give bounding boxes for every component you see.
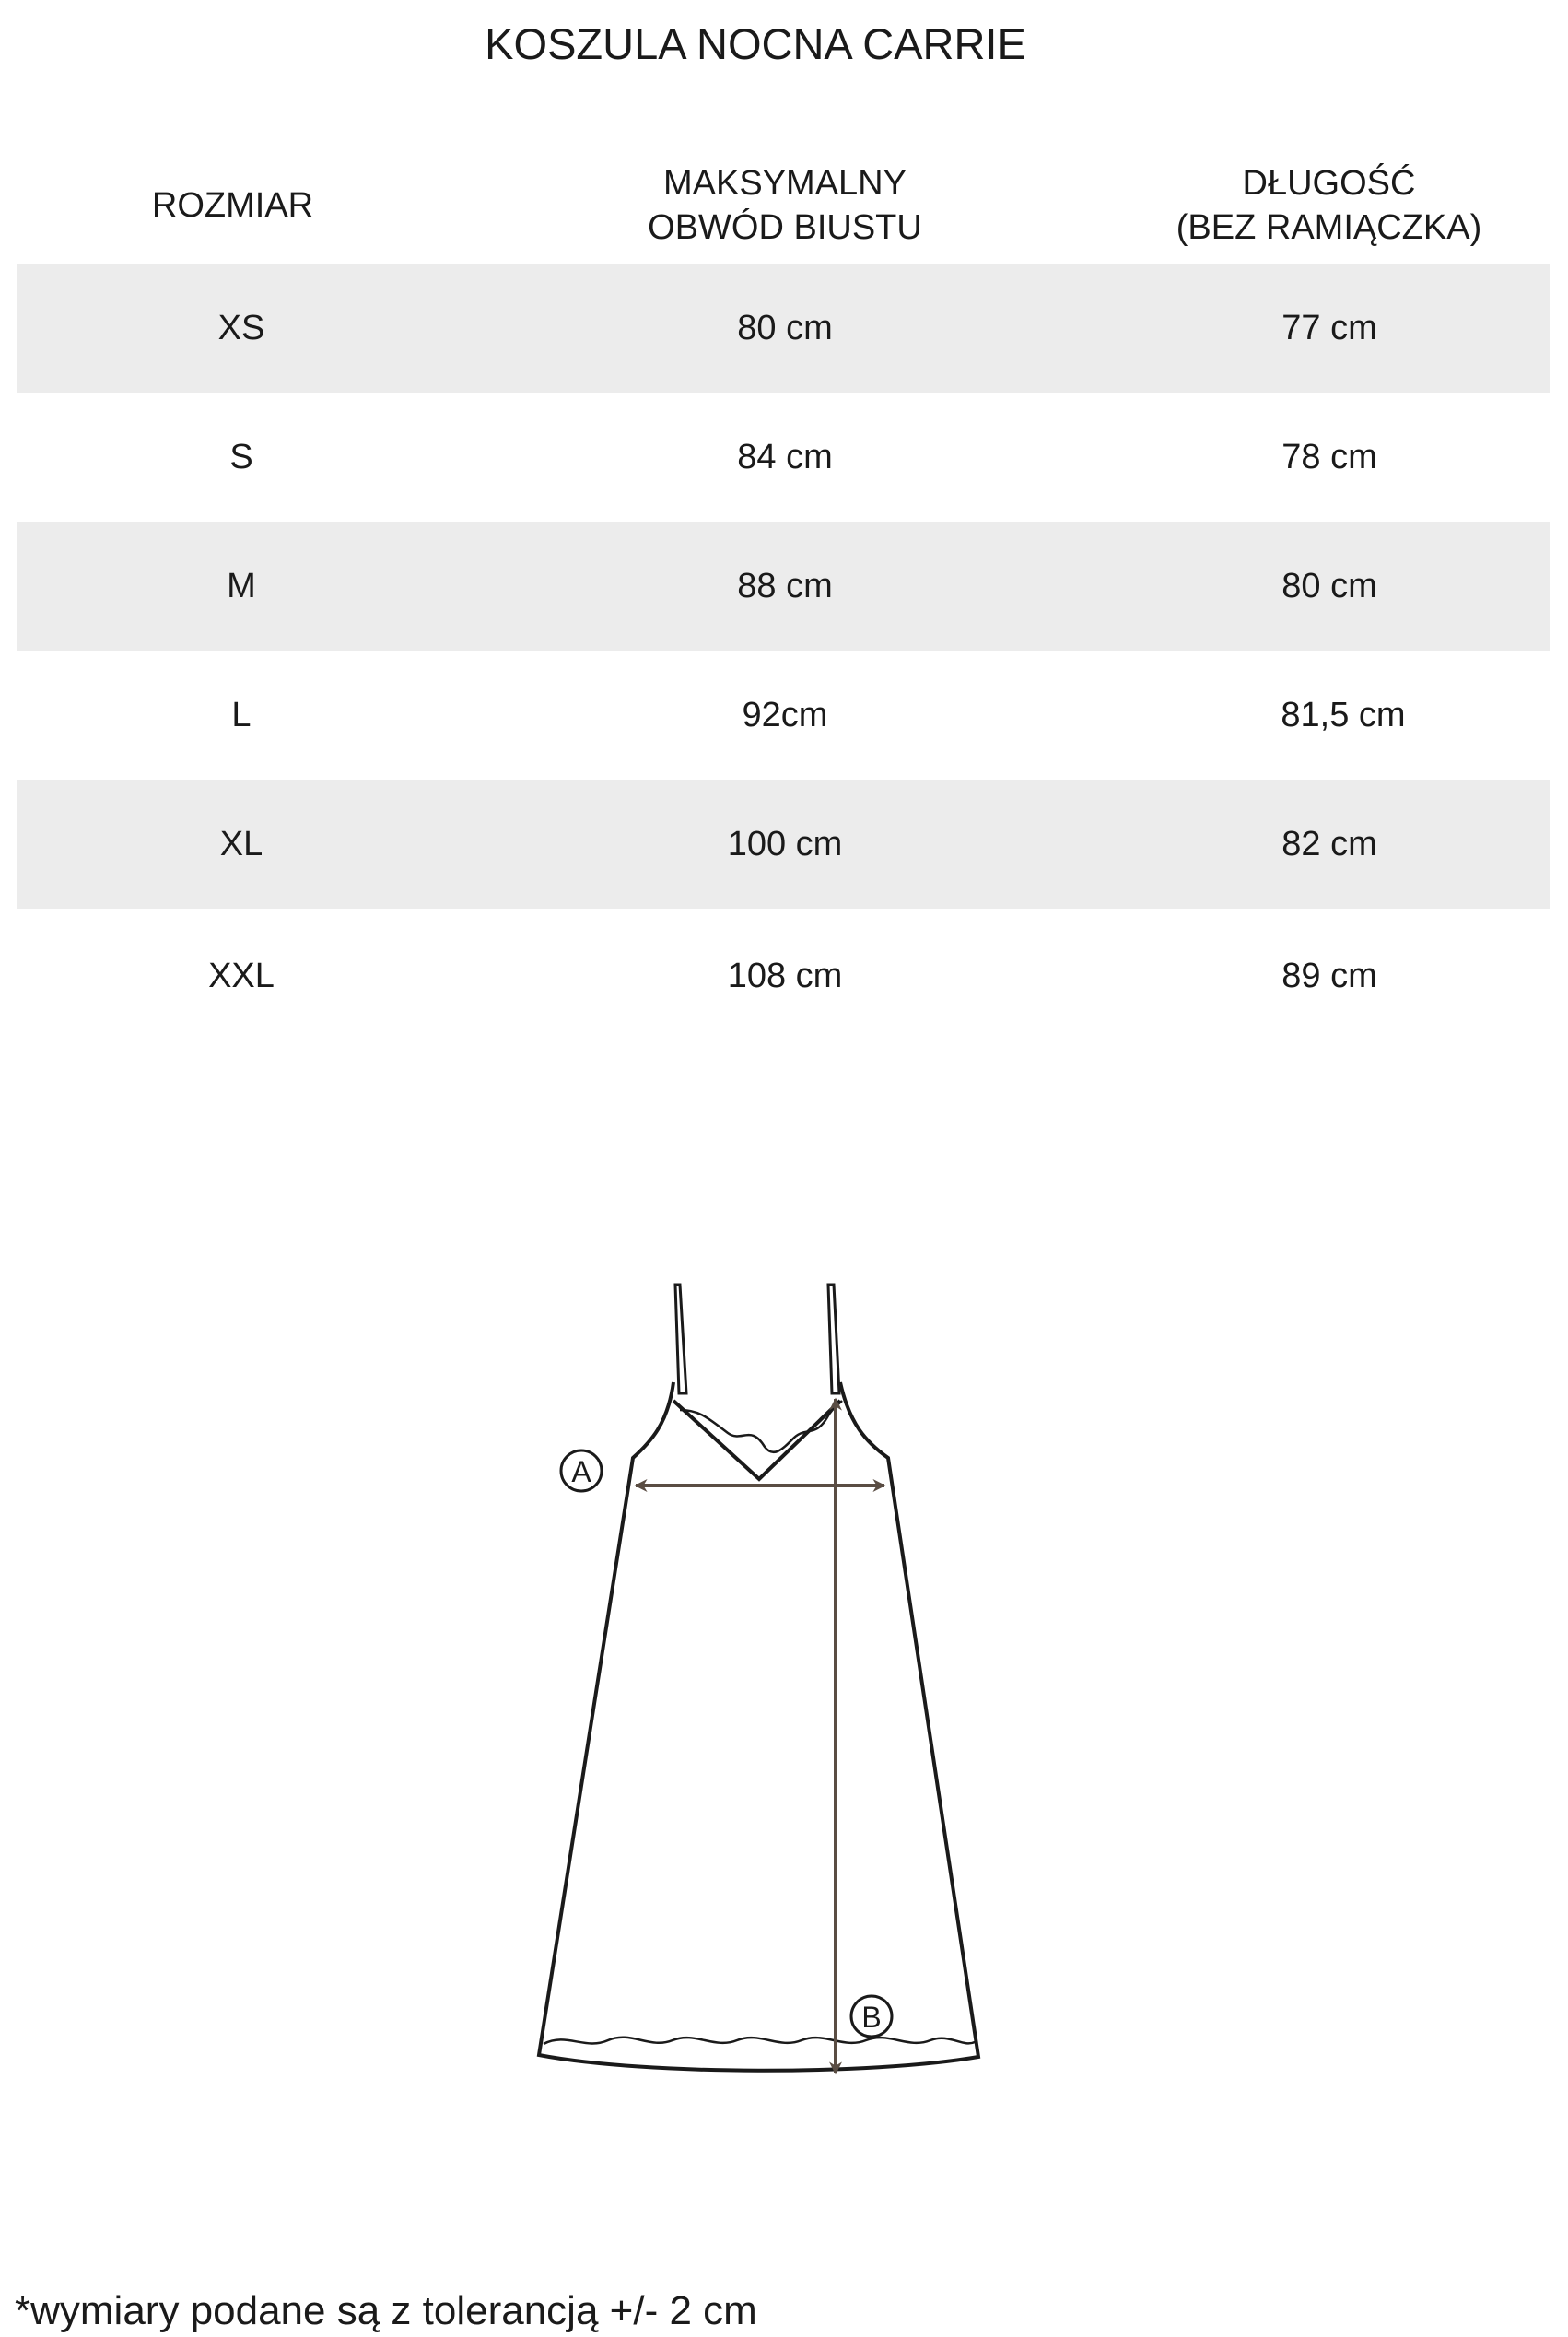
bust-cell: 100 cm: [727, 824, 843, 863]
bust-cell: 108 cm: [727, 956, 843, 995]
size-cell: XL: [219, 824, 263, 863]
size-cell: XXL: [208, 956, 275, 995]
length-cell: 81,5 cm: [1281, 695, 1406, 734]
length-cell: 89 cm: [1281, 956, 1377, 995]
header-length-line-2: (BEZ RAMIĄCZKA): [1176, 208, 1482, 247]
label-a-marker: [561, 1450, 602, 1491]
size-cell: L: [231, 695, 252, 734]
page-title: KOSZULA NOCNA CARRIE: [485, 19, 1026, 68]
bust-cell: 92cm: [742, 695, 828, 734]
bust-cell: 88 cm: [737, 566, 833, 605]
bust-cell: 84 cm: [737, 437, 833, 476]
label-a: A: [571, 1455, 591, 1488]
header-bust-line-2: OBWÓD BIUSTU: [648, 208, 922, 247]
bust-cell: 80 cm: [737, 308, 833, 347]
size-cell: XS: [217, 308, 265, 347]
length-cell: 82 cm: [1281, 824, 1377, 863]
right-strap: [828, 1285, 839, 1393]
size-cell: M: [227, 566, 256, 605]
size-cell: S: [229, 437, 253, 476]
length-cell: 78 cm: [1281, 437, 1377, 476]
label-b: B: [861, 2001, 882, 2034]
length-cell: 77 cm: [1281, 308, 1377, 347]
label-b-marker: [851, 1996, 892, 2037]
tolerance-note: *wymiary podane są z tolerancją +/- 2 cm: [15, 2288, 757, 2333]
header-bust-line-1: MAKSYMALNY: [663, 164, 907, 203]
length-cell: 80 cm: [1281, 566, 1377, 605]
hem-lace: [544, 2038, 975, 2044]
header-length-line-1: DŁUGOŚĆ: [1242, 164, 1416, 203]
left-strap: [675, 1285, 686, 1393]
header-size-line-1: ROZMIAR: [151, 186, 314, 225]
